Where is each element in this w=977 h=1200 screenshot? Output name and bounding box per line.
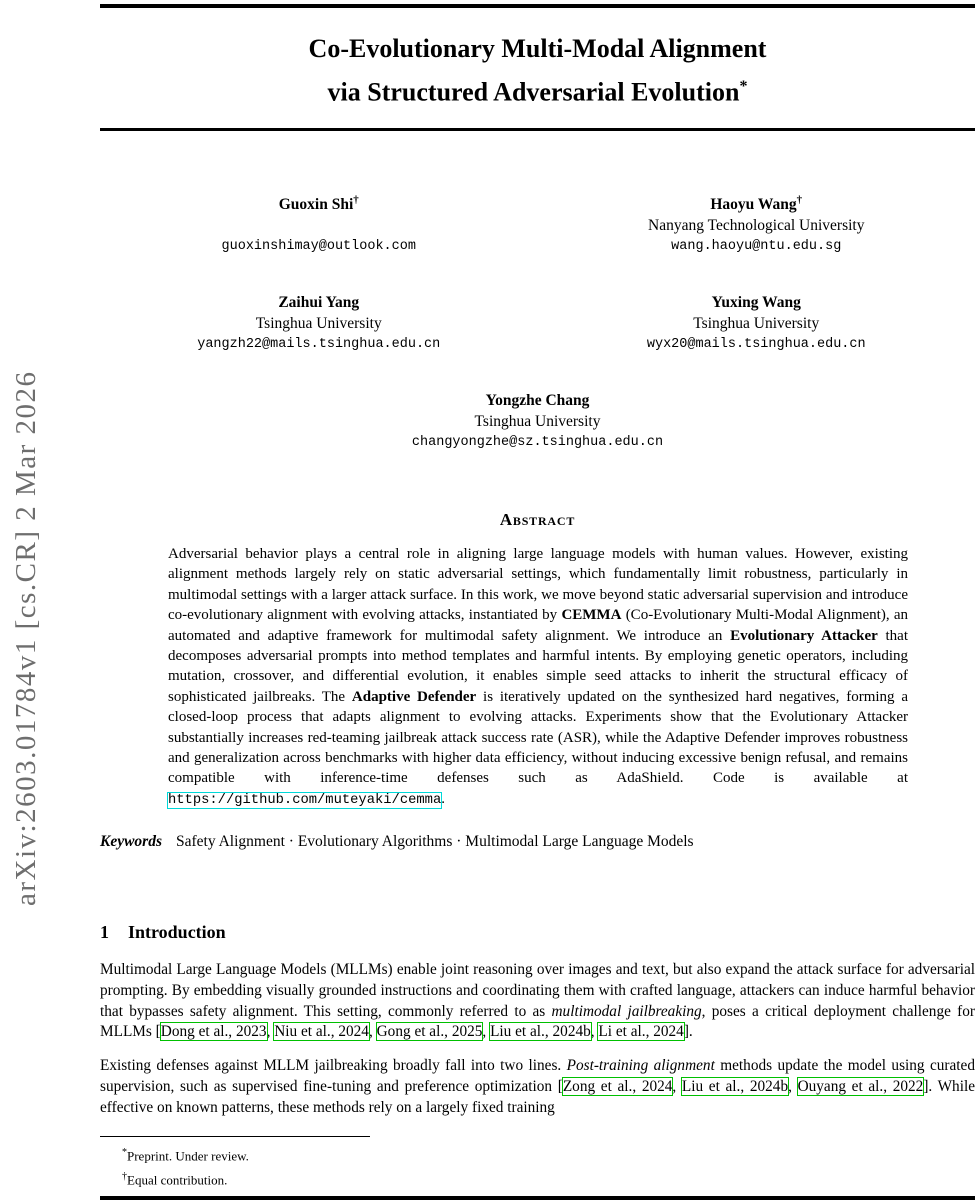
abstract-section — [100, 510, 975, 851]
author-block-zaihui-yang — [100, 288, 538, 355]
section-title: Introduction — [128, 922, 226, 942]
text-segment: , — [482, 1023, 491, 1041]
footnote-rule — [100, 1136, 370, 1137]
footnote-mark: † — [122, 1170, 127, 1182]
citation-link[interactable]: Dong et al., 2023 — [160, 1023, 267, 1041]
text-segment: , — [368, 1023, 377, 1041]
author-name-text: Guoxin Shi — [278, 196, 354, 214]
author-email: changyongzhe@sz.tsinghua.edu.cn — [411, 435, 664, 451]
author-name-text: Yongzhe Chang — [485, 392, 590, 410]
title-line-2: via Structured Adversarial Evolution — [327, 77, 740, 107]
code-url-link[interactable]: https://github.com/muteyaki/cemma — [168, 792, 442, 808]
text-segment: . — [441, 790, 445, 807]
author-list — [100, 190, 975, 484]
author-affiliation — [100, 215, 538, 236]
citation-link[interactable]: Niu et al., 2024 — [274, 1023, 369, 1041]
text-segment: , — [788, 1077, 798, 1095]
text-segment: that decomposes adversarial prompts into method templates and harmful intents. By employing genetic operators, including mutation, crossover, and differential evolution, it enables simple seed attacks to inherit the structural efficacy of sophisticated jailbreaks. The — [168, 627, 908, 705]
footnotes-block — [100, 1136, 660, 1190]
author-mark: † — [353, 194, 359, 206]
author-row-3 — [100, 386, 975, 453]
footnote-text: Preprint. Under review. — [127, 1148, 249, 1164]
section-number: 1 — [100, 922, 109, 942]
author-block-yongzhe-chang — [100, 386, 975, 453]
author-email: wang.haoyu@ntu.edu.sg — [671, 239, 842, 255]
section-heading-introduction — [100, 922, 975, 943]
text-segment: is iteratively updated on the synthesized hard negatives, forming a closed-loop process that adapts alignment to evolving attacks. Experiments show that the Evolutionary Attacker substantially increases red-teaming jailbreak attack success rate (ASR), while the Adaptive Defender improves robustness and generalization across benchmarks with higher data efficiency, without inducing excessive benign refusal, and remains compatible with inference-time defenses such as AdaShield. Code is available at — [168, 688, 909, 787]
text-segment: (Co-Evolutionary Multi-Modal Alignment), an automated and adaptive framework for multimodal safety alignment. We introduce an — [168, 607, 909, 644]
introduction-paragraph-1 — [100, 960, 975, 1043]
arxiv-watermark: arXiv:2603.01784v1 [cs.CR] 2 Mar 2026 — [10, 370, 42, 906]
citation-link[interactable]: Gong et al., 2025 — [376, 1023, 483, 1041]
text-segment: multimodal jailbreaking — [551, 1002, 702, 1020]
author-row-1 — [100, 190, 975, 257]
text-segment: Existing defenses against MLLM jailbreaking broadly fall into two lines. — [100, 1057, 567, 1075]
author-email: yangzh22@mails.tsinghua.edu.cn — [197, 337, 441, 353]
text-segment: Post-training alignment — [566, 1057, 715, 1075]
author-block-guoxin-shi — [100, 190, 538, 257]
citation-link[interactable]: Ouyang et al., 2022 — [797, 1077, 924, 1095]
author-mark: † — [796, 194, 803, 206]
author-name-text: Zaihui Yang — [278, 294, 360, 312]
citation-link[interactable]: Zong et al., 2024 — [562, 1077, 673, 1095]
text-segment: , — [266, 1023, 275, 1041]
author-name — [100, 386, 975, 411]
bottom-rule — [100, 1196, 975, 1200]
top-rule — [100, 4, 975, 8]
text-segment: , — [672, 1077, 682, 1095]
text-segment: ]. — [683, 1023, 693, 1041]
text-segment: Evolutionary Attacker — [730, 627, 878, 644]
author-name — [538, 190, 976, 215]
author-name-text: Yuxing Wang — [711, 294, 801, 312]
introduction-paragraph-2 — [100, 1056, 975, 1118]
author-block-yuxing-wang — [538, 288, 976, 355]
title-rule — [100, 128, 975, 131]
footnote-text: Equal contribution. — [127, 1172, 228, 1187]
text-segment: methods update the model using curated supervision, such as supervised fine-tuning and preference optimization [ — [100, 1057, 975, 1095]
keywords-label: Keywords — [100, 833, 162, 851]
text-segment: Adversarial behavior plays a central role in aligning large language models with human values. However, existing alignment methods largely rely on static adversarial settings, which fundamentally limit robustness, particularly in multimodal settings with a larger attack surface. In this work, we move beyond static adversarial supervision and introduce co-evolutionary alignment with evolving attacks, instantiated by — [168, 546, 908, 624]
page-content — [100, 0, 975, 1200]
author-affiliation: Tsinghua University — [474, 413, 601, 431]
citation-link[interactable]: Liu et al., 2024b — [490, 1023, 591, 1041]
abstract-heading: Abstract — [499, 510, 576, 529]
citation-link[interactable]: Liu et al., 2024b — [681, 1077, 789, 1095]
title-line-1: Co-Evolutionary Multi-Modal Alignment — [308, 34, 767, 63]
text-segment: , poses a critical deployment challenge for MLLMs [ — [100, 1002, 975, 1041]
text-segment: Multimodal Large Language Models (MLLMs) enable joint reasoning over images and text, but also expand the attack surface for adversarial prompting. By embedding visually grounded instructions and coordinating them with crafted language, attackers can induce harmful behavior that bypasses safety alignment. This setting, commonly referred to as — [100, 961, 975, 1020]
author-name — [100, 288, 538, 313]
footnote-equal-contribution — [100, 1167, 660, 1190]
keywords-line — [100, 833, 975, 851]
keywords-text: Safety Alignment · Evolutionary Algorithms · Multimodal Large Language Models — [176, 833, 694, 851]
author-email: wyx20@mails.tsinghua.edu.cn — [646, 337, 866, 353]
author-name-text: Haoyu Wang — [710, 196, 797, 214]
author-affiliation: Tsinghua University — [255, 315, 382, 333]
text-segment: , — [590, 1023, 599, 1041]
author-affiliation: Nanyang Technological University — [648, 217, 865, 235]
introduction-section — [100, 922, 975, 1119]
footnote-preprint — [100, 1143, 660, 1166]
text-segment: CEMMA — [561, 607, 622, 624]
author-name — [538, 288, 976, 313]
paper-title — [100, 30, 975, 112]
author-name — [100, 190, 538, 215]
footnote-mark: * — [122, 1147, 127, 1159]
author-affiliation: Tsinghua University — [693, 315, 820, 333]
abstract-text — [168, 544, 908, 811]
citation-link[interactable]: Li et al., 2024 — [598, 1023, 684, 1041]
author-row-2 — [100, 288, 975, 355]
author-block-haoyu-wang — [538, 190, 976, 257]
text-segment: Adaptive Defender — [351, 688, 477, 705]
title-footnote-mark: * — [739, 78, 748, 95]
author-email: guoxinshimay@outlook.com — [221, 239, 416, 255]
text-segment: ]. While effective on known patterns, these methods rely on a largely fixed training — [100, 1077, 975, 1116]
